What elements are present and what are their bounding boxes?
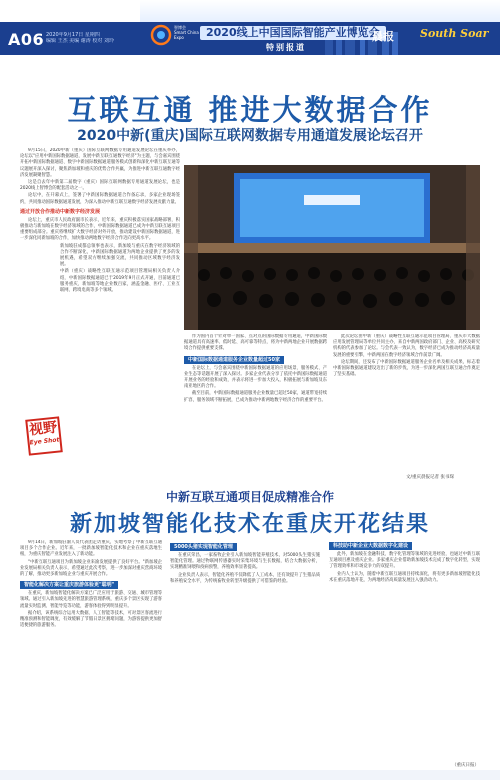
expo-name-en: Smart China Expo — [174, 30, 199, 40]
article2-headline: 新加坡智能化技术在重庆开花结果 — [69, 511, 430, 537]
article2-section1-text: 在重庆，新加坡智能化解决方案已广泛应用于旅游、交通、城市管理等领域。通过引入新加坡先进的智慧旅游管理系统，重庆多个景区实现了游客流量实时监测、智能导览等功能，游客体验得到明显提升。 — [20, 591, 162, 609]
article1-section1-text3: 中新（重庆）战略性互联互通示范项目管理局相关负责人介绍，中新国际数据通道已于2019年9月正式开通，目前通道已服务重庆、新加坡等地企业数百家，涵盖金融、医疗、工业互联网、跨境电商等多个领域。 — [60, 269, 180, 294]
article2-column-1 — [20, 540, 162, 768]
article2-section1-text2: 据介绍，该系统综合运用大数据、人工智能等技术，可对景区客流进行精准预测和智能调度，有效缓解了节假日景区拥堵问题，为游客提供更加舒适便捷的旅游服务。 — [20, 610, 162, 629]
article1-section2-text: 在论坛上，与会嘉宾围绕中新国际数据通道的应用场景、服务模式、产业生态等话题开展了深入探讨。多家企业代表分享了依托中新国际数据通道开展业务的经验和成效，并表示将进一步加大投入，积极拓展与新加坡及东南亚地区的合作。 — [184, 365, 327, 390]
edition-date — [46, 32, 118, 44]
forum-photo — [184, 165, 480, 330]
brand-name-en: South Soar — [420, 27, 489, 40]
bottom-bar — [0, 770, 500, 780]
article1-section1-title: 通过开放合作推动中新数字经济发展 — [20, 208, 101, 215]
article2-section1-title: 智能化解决方案让重庆旅游体验更"聪明" — [20, 581, 118, 589]
article2-section3-title: 科技助中新企业大数据数字化建设 — [329, 542, 412, 550]
editors-line: 编辑 王杰 美编 谢涛 校对 刘玲 — [46, 38, 114, 44]
article1-section1-text4: 作为国内首个针对单一国家、点对点的国际数据专用通道，中新国际数据通道具有高速率、低时延、高可靠等特点，将为中新两地企业开展数据跨境合作提供重要支撑。 — [184, 334, 327, 352]
sky-decoration — [140, 0, 500, 22]
article1-section1-text: 论坛上，重庆市人民政府副市长表示，近年来，重庆积极落实国家战略部署，积极推动与新加坡在数字经济领域的合作，中新国际数据通道已成为中新互联互通项目重要组成部分。重庆将继续扩大数字经济对外开放，推动建设中新国际数据通道，进一步深化同新加坡的合作，加快推动两地数字经济合作迈向更高水平。 — [20, 217, 180, 242]
brand-name: 晨报 — [372, 30, 394, 43]
article1-headline: 互联互通 推进大数据合作 — [67, 93, 433, 127]
stamp-cn: 视野 — [28, 419, 59, 439]
article1-column-middle — [184, 334, 327, 482]
article2-subhead: 中新互联互通项目促成精准合作 — [165, 490, 334, 504]
article1-lead2: 这是自去年中新第二届数字（重庆）国际互联网数据专用通道发展论坛，也是2020线上智博会的配套活动之一。 — [20, 180, 180, 192]
article1-section2-text2: 截至目前，中新国际数据通道服务企业数量已超过50家，通道带宽持续扩容，服务领域不断拓展，已成为推动中新两地数字经济合作的重要平台。 — [184, 391, 327, 403]
article1-subhead: 2020中新(重庆)国际互联网数据专用通道发展论坛召开 — [77, 128, 423, 144]
article1-lead: 9月15日，2020中新（重庆）国际互联网数据专用通道发展论坛在重庆举办，论坛以"应用中新国际数据通道，发展中新互联互通数字经济"为主题，与会嘉宾围绕开拓中新国际数据通道、数字中新国际数据通道服务模式创新和深化中新互联互通等议题展开深入探讨，聚焦新加坡和重庆的优势合作共赢，为推进中新互联互通数字经济发展凝聚智慧。 — [20, 148, 180, 178]
article2-section2-text2: 企业负责人表示，智能化养殖不仅降低了人工成本，还有效提升了生猪品质和养殖安全水平，为传统畜牧业转型升级提供了可借鉴的经验。 — [170, 572, 320, 584]
article1-col3-text2: 论坛期间，还发布了中新国际数据通道服务企业名单及相关成果，标志着中新国际数据通道建设迈出了新的步伐，为进一步深化两国互联互通合作奠定了坚实基础。 — [333, 359, 480, 378]
article2-column-3 — [329, 540, 480, 760]
article2-lead: 9月14日，新加坡驻渝人员代表团走访重庆，实地考察了中新互联互通项目多个合作企业。近年来，一批新加坡智能化技术和企业在重庆落地生根，为重庆智能产业发展注入了新动能。 — [20, 540, 162, 558]
article2-section3-text: 此外，新加坡在金融科技、数字化管理等领域的先进经验，也通过中新互联互通项目惠及重庆企业。多家重庆企业借助新加坡技术完成了数字化转型，实现了管理效率和市场竞争力的双提升。 — [329, 552, 480, 570]
article1-col3-text: 此次论坛由中新（重庆）战略性互联互通示范项目管理局、重庆市大数据应用发展管理局等单位共同主办，来自中新两国政府部门、企业、高校及研究机构的代表参加了论坛。与会代表一致认为，数字经济已成为推动经济高质量发展的重要引擎，中新两国在数字经济领域合作前景广阔。 — [333, 334, 480, 358]
article2-section2-text: 在重庆荣昌，一家畜牧企业引入新加坡智能养殖技术，对5000头生猪实施智能化管理。通过物联网传感器实时采集环境与生长数据，结合大数据分析，实现精准饲喂和疫病预警，养殖效率显著提高。 — [170, 553, 320, 571]
stamp-en: Eye Shot — [29, 436, 60, 447]
article2-section3-text2: 业内人士认为，随着中新互联互通项目持续深化，将有更多新加坡智能化技术在重庆落地开花，为两地经济高质量发展注入强劲动力。 — [329, 571, 480, 583]
banner-subtitle: 特别报道 — [266, 43, 306, 52]
article1-section1-text2: 新加坡驻成都总领事也表示，新加坡与重庆在数字经济领域的合作不断深化，中新国际数据通道为两地企业提供了更多的发展机遇，希望双方继续加强交流，共同推动区域数字经济发展。 — [60, 243, 180, 268]
eye-shot-stamp — [25, 416, 63, 455]
article1-byline: 文/重庆晨报记者 张书琛 — [406, 475, 454, 480]
expo-name-cn: 智博会 — [174, 25, 186, 30]
banner-title: 2020线上中国国际智能产业博览会 — [200, 26, 386, 40]
article2-byline: （重庆日报） — [452, 763, 479, 768]
edition-number: A06 — [8, 30, 45, 49]
article2-section2-title: 5000头猪实现智能化管理 — [170, 543, 237, 551]
article1-column-right — [333, 334, 480, 472]
forum-stage-image — [184, 165, 480, 330]
date-line: 2020年9月17日 星期四 — [46, 32, 100, 38]
article2-column-2 — [170, 540, 320, 768]
article2-lead2: "中新互联互通项目为新加坡企业来渝发展提供了良好平台。"新加坡企业发展局相关负责人表示，希望通过此次考察，进一步加深对重庆营商环境的了解，推动更多新加坡企业与重庆开展合作。 — [20, 559, 162, 578]
article1-section2-title: 中新国际数据通道服务企业数量超过50家 — [184, 356, 284, 364]
article1-lead3: 论坛中，在开幕式上，签署了中新国际数据通道合作备忘录，多家企业现场签约，共同推动国际数据通道发展，为深入推动中新互联互通数字经济发展贡献力量。 — [20, 193, 180, 205]
